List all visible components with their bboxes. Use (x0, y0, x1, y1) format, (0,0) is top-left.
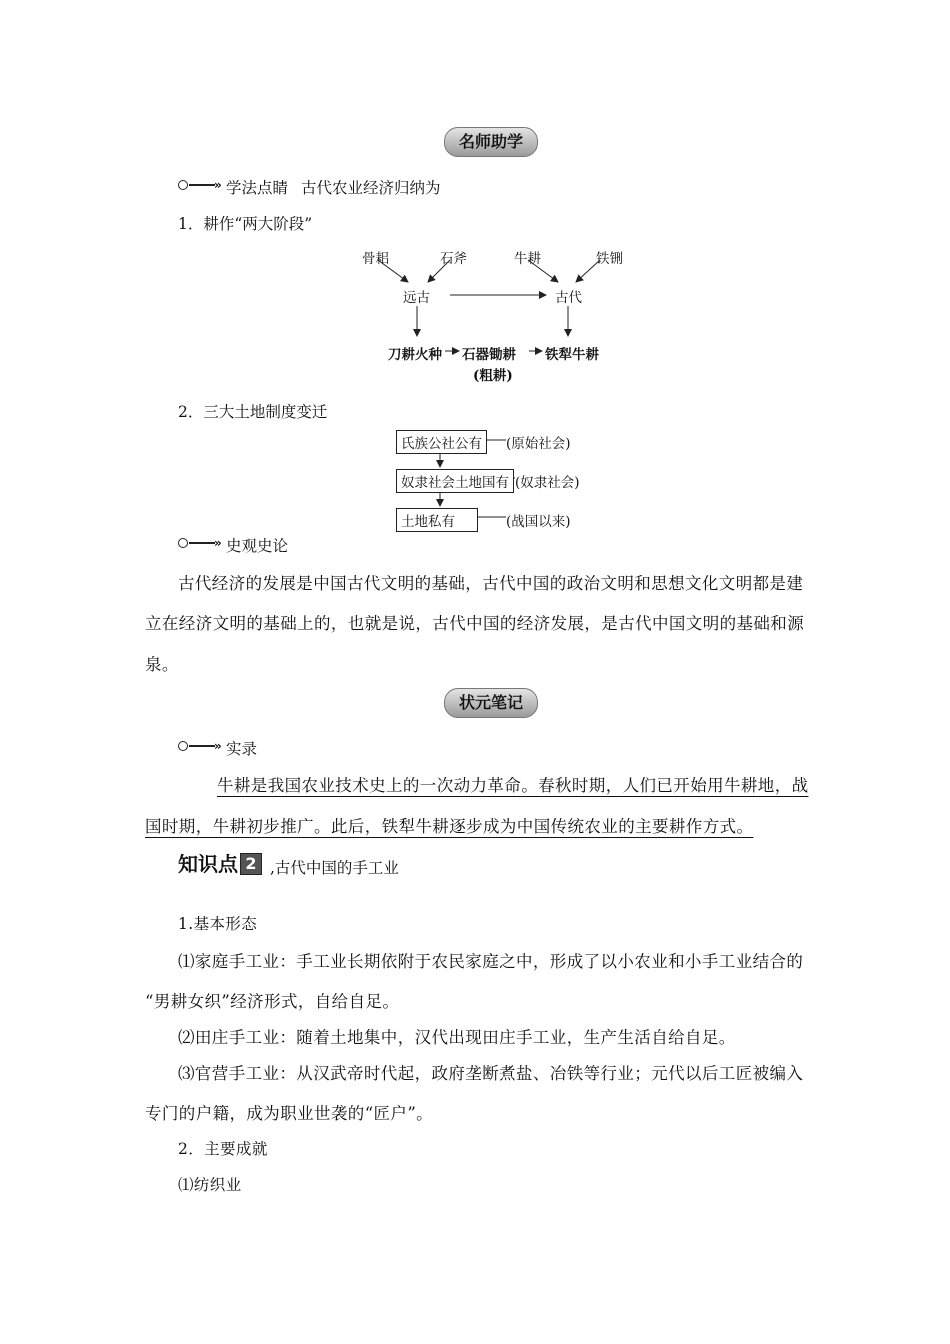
mingshi-zhuxue-header: 名师助学 (444, 127, 538, 157)
tool-bone-spade: 骨耜 (362, 251, 389, 267)
kp-line-6: 专门的户籍，成为职业世袭的“匠户”。 (145, 1104, 434, 1123)
record-label: 实录 (226, 740, 258, 758)
tool-ox-plough: 牛耕 (514, 251, 541, 267)
history-line-2: 立在经济文明的基础上的，也就是说，古代中国的经济发展，是古代中国文明的基础和源 (145, 614, 805, 633)
land-note-slave: (奴隶社会) (515, 475, 580, 491)
history-line-3: 泉。 (145, 655, 179, 674)
item2-title: 2．三大土地制度变迁 (178, 403, 328, 421)
tool-stone-axe: 石斧 (440, 251, 467, 267)
bullet-arrow-icon: » (178, 738, 222, 753)
method-iron-ox: 铁犁牛耕 (545, 347, 599, 363)
kp-line-4: ⑵田庄手工业：随着土地集中，汉代出现田庄手工业，生产生活自给自足。 (178, 1028, 736, 1047)
method-note: (粗耕) (473, 368, 513, 384)
knowledge-point-number: 2 (240, 853, 262, 875)
kp-line-8: ⑴纺织业 (178, 1176, 242, 1194)
history-label: 史观史论 (226, 537, 289, 555)
kp-line-5: ⑶官营手工业：从汉武帝时代起，政府垄断煮盐、冶铁等行业；元代以后工匠被编入 (178, 1064, 804, 1083)
record-line-2: 国时期，牛耕初步推广。此后，铁犁牛耕逐步成为中国传统农业的主要耕作方式。 (145, 817, 754, 836)
kp-line-7: 2．主要成就 (178, 1140, 268, 1158)
study-tip-text: 古代农业经济归纳为 (301, 179, 441, 197)
kp-line-3: “男耕女织”经济形式，自给自足。 (145, 992, 400, 1011)
land-note-primitive: (原始社会) (506, 436, 571, 452)
land-box-slave-state: 奴隶社会土地国有 (396, 469, 514, 493)
history-line-1: 古代经济的发展是中国古代文明的基础，古代中国的政治文明和思想文化文明都是建 (178, 574, 804, 593)
land-note-warring: (战国以来) (506, 514, 571, 530)
kp-line-1: 1.基本形态 (178, 915, 258, 933)
bullet-arrow-icon: » (178, 177, 222, 192)
era-ancient: 远古 (403, 290, 430, 306)
knowledge-point-text: 知识点 (178, 852, 238, 876)
knowledge-point-title: ,古代中国的手工业 (270, 859, 399, 877)
era-classical: 古代 (555, 290, 582, 306)
study-tip-label: 学法点睛 (226, 179, 289, 197)
method-slash-burn: 刀耕火种 (388, 347, 442, 363)
tool-iron-hoe: 铁铏 (596, 251, 623, 267)
record-line-1: 牛耕是我国农业技术史上的一次动力革命。春秋时期，人们已开始用牛耕地，战 (217, 776, 809, 795)
land-box-private: 土地私有 (396, 508, 478, 532)
knowledge-point-label (178, 848, 262, 877)
kp-line-2: ⑴家庭手工业：手工业长期依附于农民家庭之中，形成了以小农业和小手工业结合的 (178, 952, 804, 971)
land-box-clan: 氏族公社公有 (396, 430, 487, 454)
bullet-arrow-icon: » (178, 535, 222, 550)
item1-title: 1．耕作“两大阶段” (178, 215, 313, 233)
method-stone-hoe: 石器锄耕 (462, 347, 516, 363)
zhuangyuan-biji-header: 状元笔记 (444, 688, 538, 718)
